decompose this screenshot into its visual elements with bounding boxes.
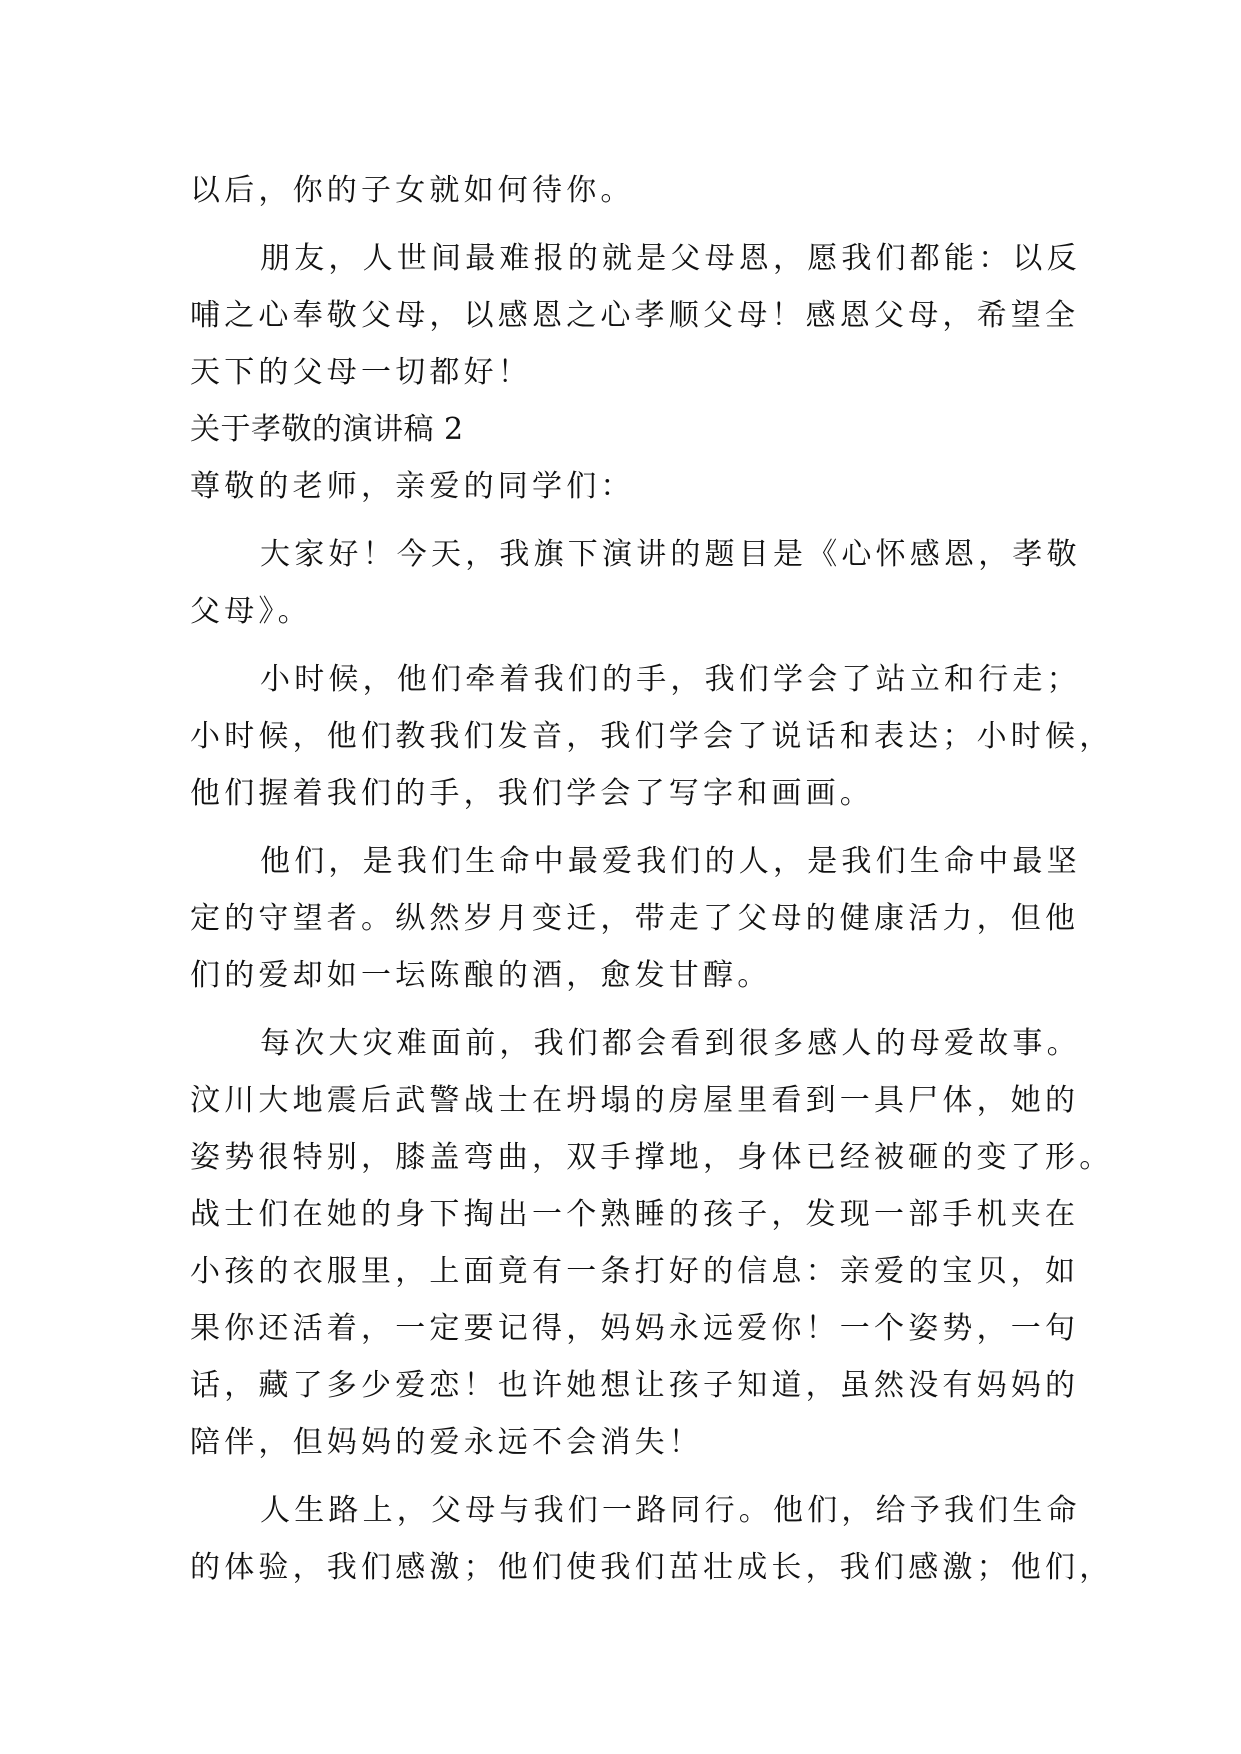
text-line: 姿势很特别，膝盖弯曲，双手撑地，身体已经被砸的变了形。: [190, 1140, 1114, 1175]
paragraph-first-line: 朋友，人世间最难报的就是父母恩，愿我们都能：以反: [260, 241, 1081, 276]
text-line: 父母》。: [190, 594, 312, 629]
section-heading: 关于孝敬的演讲稿 2: [190, 412, 464, 447]
text-line: 他们握着我们的手，我们学会了写字和画画。: [190, 776, 874, 811]
paragraph-first-line: 大家好！今天，我旗下演讲的题目是《心怀感恩，孝敬: [260, 537, 1081, 572]
text-line: 话，藏了多少爱恋！也许她想让孩子知道，虽然没有妈妈的: [190, 1368, 1080, 1403]
text-line: 天下的父母一切都好！: [190, 355, 532, 390]
paragraph-first-line: 他们，是我们生命中最爱我们的人，是我们生命中最坚: [260, 844, 1081, 879]
text-line: 的体验，我们感激；他们使我们茁壮成长，我们感激；他们，: [190, 1550, 1114, 1585]
paragraph-first-line: 小时候，他们牵着我们的手，我们学会了站立和行走；: [260, 662, 1081, 697]
text-line: 定的守望者。纵然岁月变迁，带走了父母的健康活力，但他: [190, 901, 1080, 936]
salutation: 尊敬的老师，亲爱的同学们：: [190, 469, 635, 504]
text-line: 陪伴，但妈妈的爱永远不会消失！: [190, 1425, 703, 1460]
text-line: 哺之心奉敬父母，以感恩之心孝顺父母！感恩父母，希望全: [190, 298, 1080, 333]
text-line: 小孩的衣服里，上面竟有一条打好的信息：亲爱的宝贝，如: [190, 1254, 1080, 1289]
text-line: 们的爱却如一坛陈酿的酒，愈发甘醇。: [190, 958, 772, 993]
paragraph-first-line: 每次大灾难面前，我们都会看到很多感人的母爱故事。: [260, 1026, 1081, 1061]
document-body: [190, 162, 1114, 1596]
text-line: 战士们在她的身下掏出一个熟睡的孩子，发现一部手机夹在: [190, 1197, 1080, 1232]
paragraph-first-line: 人生路上，父母与我们一路同行。他们，给予我们生命: [260, 1493, 1081, 1528]
text-line: 汶川大地震后武警战士在坍塌的房屋里看到一具尸体，她的: [190, 1083, 1080, 1118]
text-line: 以后，你的子女就如何待你。: [190, 173, 635, 208]
text-line: 果你还活着，一定要记得，妈妈永远爱你！一个姿势，一句: [190, 1311, 1080, 1346]
text-line: 小时候，他们教我们发音，我们学会了说话和表达；小时候，: [190, 719, 1114, 754]
